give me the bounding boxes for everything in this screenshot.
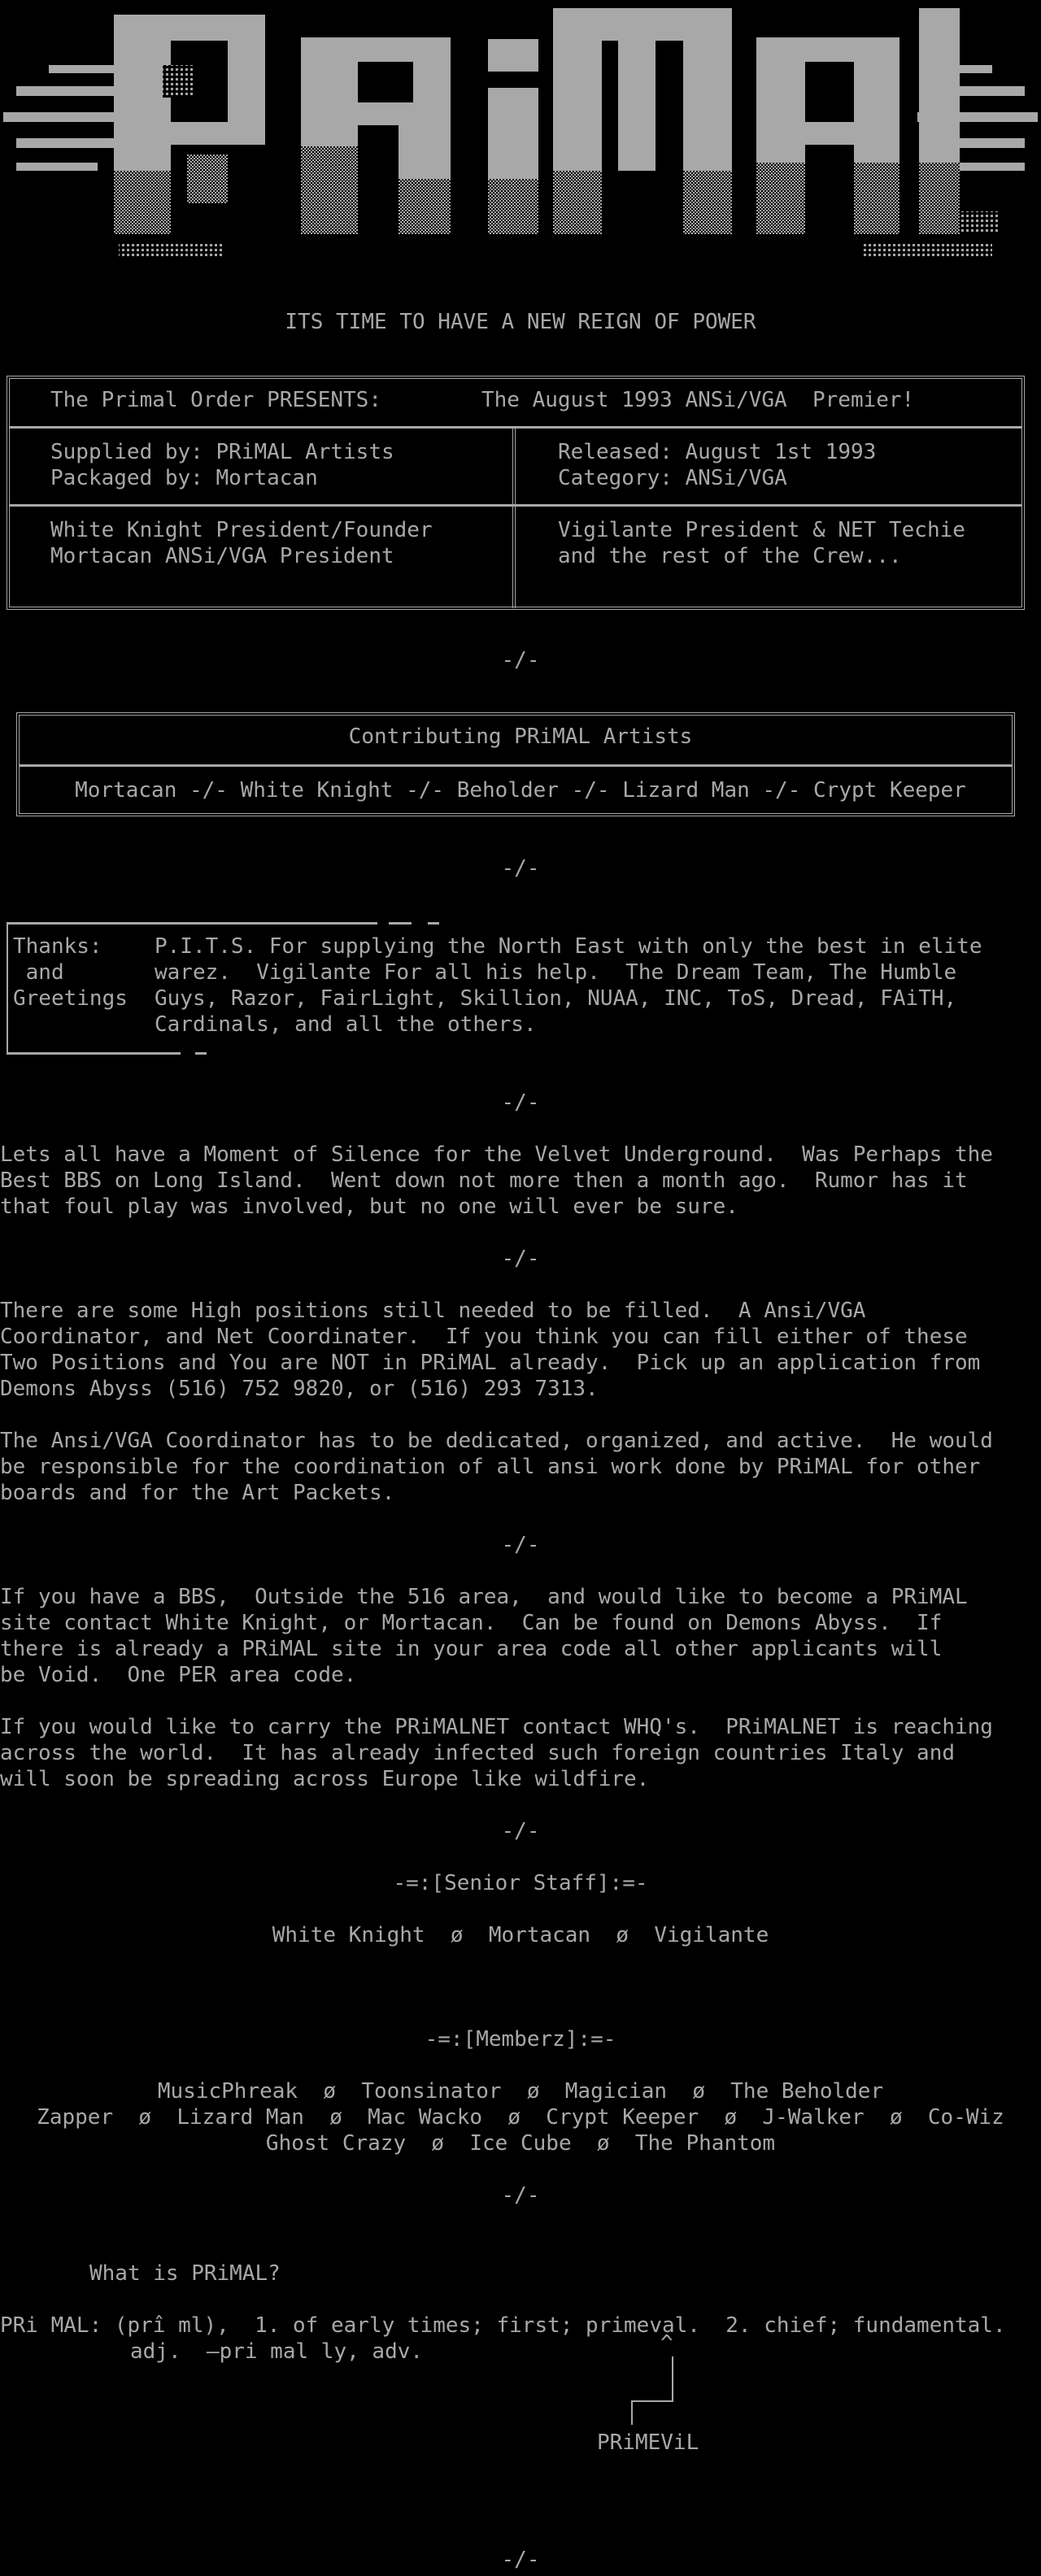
supplied-by: Supplied by: PRiMAL Artists — [50, 440, 394, 464]
staff-right-2: and the rest of the Crew... — [558, 544, 902, 568]
staff-right-1: Vigilante President & NET Techie — [558, 518, 965, 542]
definition-question: What is PRiMAL? — [89, 2261, 281, 2286]
header-column-divider — [512, 428, 516, 608]
thanks-top-line — [7, 922, 377, 925]
thanks-label: Thanks: — [13, 934, 102, 959]
definition-line: PRi MAL: (prî ml), 1. of early times; first; primeval. 2. chief; fundamental. — [0, 2313, 1006, 2338]
header-title-right: The August 1993 ANSi/VGA Premier! — [481, 388, 915, 412]
thanks-label-and: and — [13, 960, 64, 985]
separator: -/- — [501, 648, 540, 672]
separator: -/- — [501, 2183, 540, 2208]
caret-pointer: ^ — [660, 2331, 673, 2356]
packaged-by: Packaged by: Mortacan — [50, 466, 318, 490]
contributors-names: Mortacan -/- White Knight -/- Beholder -/- Lizard Man -/- Crypt Keeper — [75, 778, 966, 803]
separator: -/- — [501, 1819, 540, 1843]
separator: -/- — [501, 1090, 540, 1115]
header-divider-2 — [10, 504, 1021, 507]
thanks-top-line-dash — [428, 922, 439, 925]
released: Released: August 1st 1993 — [558, 440, 877, 464]
primal-logo — [0, 0, 1041, 293]
net-paragraph: If you would like to carry the PRiMALNET contact WHQ's. PRiMALNET is reaching across the world. It has already infected such foreign countries Italy and will soon be spreading across Europe like wildfire. — [0, 1715, 993, 1791]
header-title-left: The Primal Order PRESENTS: — [50, 388, 381, 412]
greetings-label: Greetings — [13, 986, 128, 1011]
silence-paragraph: Lets all have a Moment of Silence for the Velvet Underground. Was Perhaps the Best BBS on Long Island. Went down not more then a month ago. Rumor has it that foul play was involved, but no one will ever be sure. — [0, 1142, 993, 1219]
thanks-line: P.I.T.S. For supplying the North East with only the best in elite — [155, 934, 982, 959]
pointer-line-horizontal — [631, 2400, 673, 2402]
members-heading: -=:[Memberz]:=- — [425, 2027, 616, 2052]
thanks-bottom-line — [7, 1052, 181, 1055]
definition-line: adj. —pri mal ly, adv. — [130, 2339, 424, 2364]
thanks-line: warez. Vigilante For all his help. The Dream Team, The Humble — [155, 960, 957, 985]
separator: -/- — [501, 856, 540, 881]
positions-paragraph: There are some High positions still needed to be filled. A Ansi/VGA Coordinator, and Net Coordinater. If you think you can fill either of these Two Positions and You are NOT in PRiMAL already. Pick up an application from Demons Abyss (516) 752 9820, or (516) 293 7313. — [0, 1299, 981, 1401]
separator: -/- — [501, 1247, 540, 1271]
tagline: ITS TIME TO HAVE A NEW REIGN OF POWER — [285, 310, 756, 334]
separator: -/- — [501, 2548, 540, 2572]
senior-staff-heading: -=:[Senior Staff]:=- — [393, 1871, 648, 1895]
thanks-bottom-line-dash — [195, 1052, 207, 1055]
senior-staff-names: White Knight ø Mortacan ø Vigilante — [272, 1923, 769, 1947]
contributors-divider — [20, 764, 1012, 767]
pointer-line-vertical — [672, 2356, 673, 2402]
members-line: Zapper ø Lizard Man ø Mac Wacko ø Crypt Keeper ø J-Walker ø Co-Wiz — [37, 2105, 1004, 2130]
category: Category: ANSi/VGA — [558, 466, 787, 490]
pointer-line-vertical — [631, 2400, 633, 2425]
signature: PRiMEViL — [597, 2430, 699, 2455]
separator: -/- — [501, 1533, 540, 1557]
staff-left-1: White Knight President/Founder — [50, 518, 433, 542]
staff-left-2: Mortacan ANSi/VGA President — [50, 544, 394, 568]
members-line: Ghost Crazy ø Ice Cube ø The Phantom — [265, 2131, 776, 2156]
coordinator-paragraph: The Ansi/VGA Coordinator has to be dedicated, organized, and active. He would be responsible for the coordination of all ansi work done by PRiMAL for other boards and for the Art Packets. — [0, 1429, 993, 1505]
contributors-title: Contributing PRiMAL Artists — [348, 724, 693, 749]
header-divider-1 — [10, 426, 1021, 429]
thanks-left-line — [7, 922, 8, 1052]
members-line: MusicPhreak ø Toonsinator ø Magician ø The Beholder — [157, 2079, 884, 2104]
bbs-paragraph: If you have a BBS, Outside the 516 area, and would like to become a PRiMAL site contact White Knight, or Mortacan. Can be found on Demons Abyss. If there is already a PRiMAL site in your area code all other applicants will be Void. One PER area code. — [0, 1585, 968, 1687]
thanks-line: Cardinals, and all the others. — [155, 1012, 537, 1037]
thanks-top-line-dash — [389, 922, 412, 925]
thanks-line: Guys, Razor, FairLight, Skillion, NUAA, INC, ToS, Dread, FAiTH, — [155, 986, 957, 1011]
